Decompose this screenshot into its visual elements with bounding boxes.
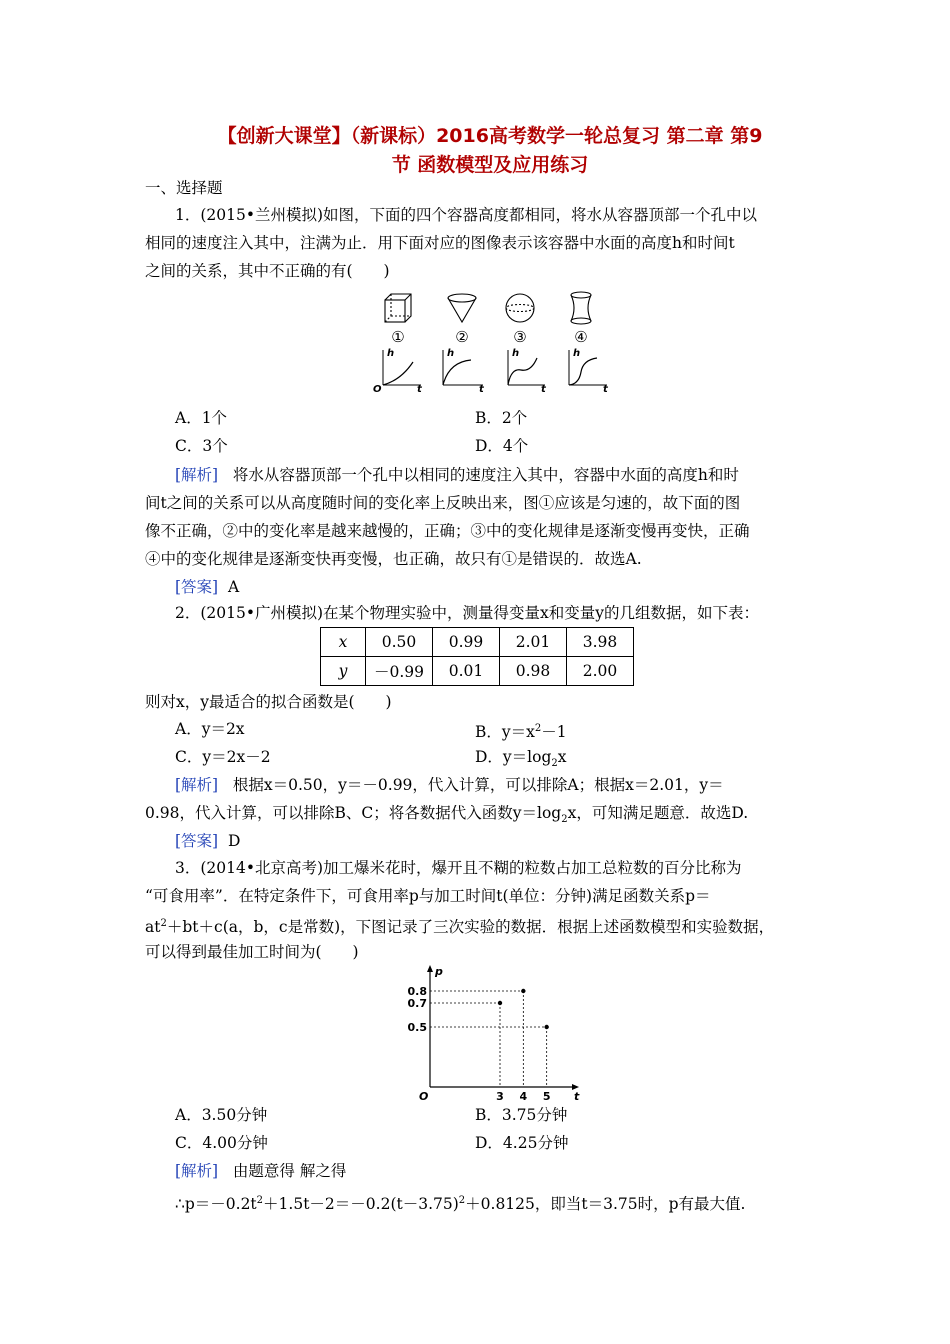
q1-analysis-line-2: 间t之间的关系可以从高度随时间的变化率上反映出来，图①应该是匀速的，故下面的图	[145, 494, 741, 512]
analysis-tag: [解析]	[175, 776, 219, 794]
analysis-tag: [解析]	[175, 466, 219, 484]
table-row	[321, 657, 634, 686]
table-row	[321, 628, 634, 657]
q1-option-a: A．1个	[175, 409, 228, 427]
q1-line-2: 相同的速度注入其中，注满为止．用下面对应的图像表示该容器中水面的高度h和时间t	[145, 234, 735, 252]
x-tick-label: 5	[542, 1090, 551, 1100]
q3-option-a: A．3.50分钟	[175, 1106, 268, 1124]
data-point	[544, 1025, 548, 1029]
q1-figure	[365, 290, 615, 400]
graph-4-t-label: t	[603, 384, 608, 395]
y-axis-label: p	[435, 965, 443, 978]
y-tick-label: 0.7	[407, 997, 427, 1010]
q1-option-b: B．2个	[475, 409, 528, 427]
answer-tag: [答案]	[175, 832, 219, 850]
graph-2-h-label: h	[447, 348, 455, 359]
q2-answer-line	[175, 830, 240, 852]
container-label-3: ③	[513, 328, 527, 346]
container-cone-icon	[448, 294, 476, 322]
title-line-1: 【创新大课堂】（新课标）2016高考数学一轮总复习 第二章 第9	[217, 125, 763, 147]
q1-line-1: 1．(2015•兰州模拟)如图，下面的四个容器高度都相同，将水从容器顶部一个孔中以	[175, 206, 758, 224]
q2-analysis-line-1	[175, 774, 724, 796]
q1-option-c: C．3个	[175, 437, 228, 455]
title-line-2: 节 函数模型及应用练习	[391, 154, 589, 176]
document-title	[120, 122, 860, 180]
q2-option-d: D．$y=\log_2x$	[475, 748, 567, 770]
table-header-x: x	[321, 628, 366, 657]
container-sphere-icon	[506, 294, 534, 322]
x-axis-label: t	[574, 1090, 580, 1100]
q1-analysis-text-1: 将水从容器顶部一个孔中以相同的速度注入其中，容器中水面的高度h和时	[232, 466, 739, 484]
q3-analysis-line-1	[175, 1160, 346, 1182]
container-hourglass-icon	[571, 292, 591, 324]
q3-analysis-line-2: $\therefore p=-0.2t^2+1.5t-2=-0.2(t-3.75)^2+0.8125$，即当t＝3.75时，p有最大值.	[175, 1195, 746, 1214]
graph-2-t-label: t	[479, 384, 484, 395]
q1-answer: A	[227, 578, 240, 596]
graph-1-h-label: h	[387, 348, 395, 359]
container-label-4: ④	[574, 328, 588, 346]
x-tick-label: 3	[496, 1090, 504, 1100]
y-axis-arrow	[427, 965, 433, 972]
q2-line-2: 则对x，y最适合的拟合函数是( )	[145, 693, 392, 711]
q1-analysis-line-3: 像不正确，②中的变化率是越来越慢的，正确；③中的变化规律是逐渐变慢再变快，正确	[145, 522, 750, 540]
table-cell: 0.01	[433, 657, 500, 686]
q3-option-c: C．4.00分钟	[175, 1134, 268, 1152]
table-cell: －0.99	[366, 657, 433, 686]
q3-option-d: D．4.25分钟	[475, 1134, 569, 1152]
container-cube-icon	[385, 294, 411, 322]
q2-data-table	[320, 627, 634, 686]
q2-option-c: C．y＝2x－2	[175, 748, 271, 766]
q1-analysis-line-4: ④中的变化规律是逐渐变快再变慢，也正确，故只有①是错误的．故选A.	[145, 550, 642, 568]
table-cell: 2.01	[500, 628, 567, 657]
graph-1-origin-label: O	[373, 384, 382, 395]
graph-1-t-label: t	[417, 384, 422, 395]
analysis-tag: [解析]	[175, 1162, 219, 1180]
table-cell: 3.98	[567, 628, 634, 657]
q2-analysis-text-1: 根据x＝0.50，y＝－0.99，代入计算，可以排除A；根据x＝2.01，y＝	[232, 776, 724, 794]
q3-option-b: B．3.75分钟	[475, 1106, 568, 1124]
q1-line-3: 之间的关系，其中不正确的有( )	[145, 262, 390, 280]
graph-4-h-label: h	[573, 348, 581, 359]
q2-line-1: 2．(2015•广州模拟)在某个物理实验中，测量得变量x和变量y的几组数据，如下表：	[175, 604, 760, 622]
table-cell: 0.50	[366, 628, 433, 657]
q3-line-1: 3．(2014•北京高考)加工爆米花时，爆开且不糊的粒数占加工总粒数的百分比称为	[175, 859, 742, 877]
q3-line-2: “可食用率”．在特定条件下，可食用率p与加工时间t(单位：分钟)满足函数关系p＝	[145, 887, 711, 905]
section-heading: 一、选择题	[145, 179, 223, 197]
q1-option-d: D．4个	[475, 437, 529, 455]
q2-option-b: B．$y=x^2-1$	[475, 723, 567, 742]
table-header-y: y	[321, 657, 366, 686]
q1-answer-line	[175, 576, 239, 598]
answer-tag: [答案]	[175, 578, 219, 596]
y-tick-label: 0.8	[407, 985, 427, 998]
container-label-2: ②	[455, 328, 469, 346]
data-point	[498, 1001, 502, 1005]
x-tick-label: 4	[519, 1090, 528, 1100]
graph-3-h-label: h	[512, 348, 520, 359]
q3-analysis-text-1: 由题意得 解之得	[232, 1162, 347, 1180]
table-cell: 0.99	[433, 628, 500, 657]
q1-analysis-line-1	[175, 464, 739, 486]
q3-chart	[400, 965, 580, 1100]
table-cell: 2.00	[567, 657, 634, 686]
q3-line-3: $at^2+bt+c(a$，b，c是常数)，下图记录了三次实验的数据．根据上述函数模型和实验数据，	[145, 918, 775, 937]
data-point	[521, 989, 525, 993]
graph-3-t-label: t	[541, 384, 546, 395]
origin-label: O	[419, 1090, 429, 1100]
q3-line-4: 可以得到最佳加工时间为( )	[145, 943, 359, 961]
q2-answer: D	[227, 832, 241, 850]
q2-option-a: A．y＝2x	[175, 720, 245, 738]
y-tick-label: 0.5	[407, 1021, 427, 1034]
table-cell: 0.98	[500, 657, 567, 686]
container-label-1: ①	[391, 328, 405, 346]
q2-analysis-line-2: 0.98，代入计算，可以排除B、C；将各数据代入函数$y=\log_2x$，可知满足题意．故选D.	[145, 804, 749, 826]
